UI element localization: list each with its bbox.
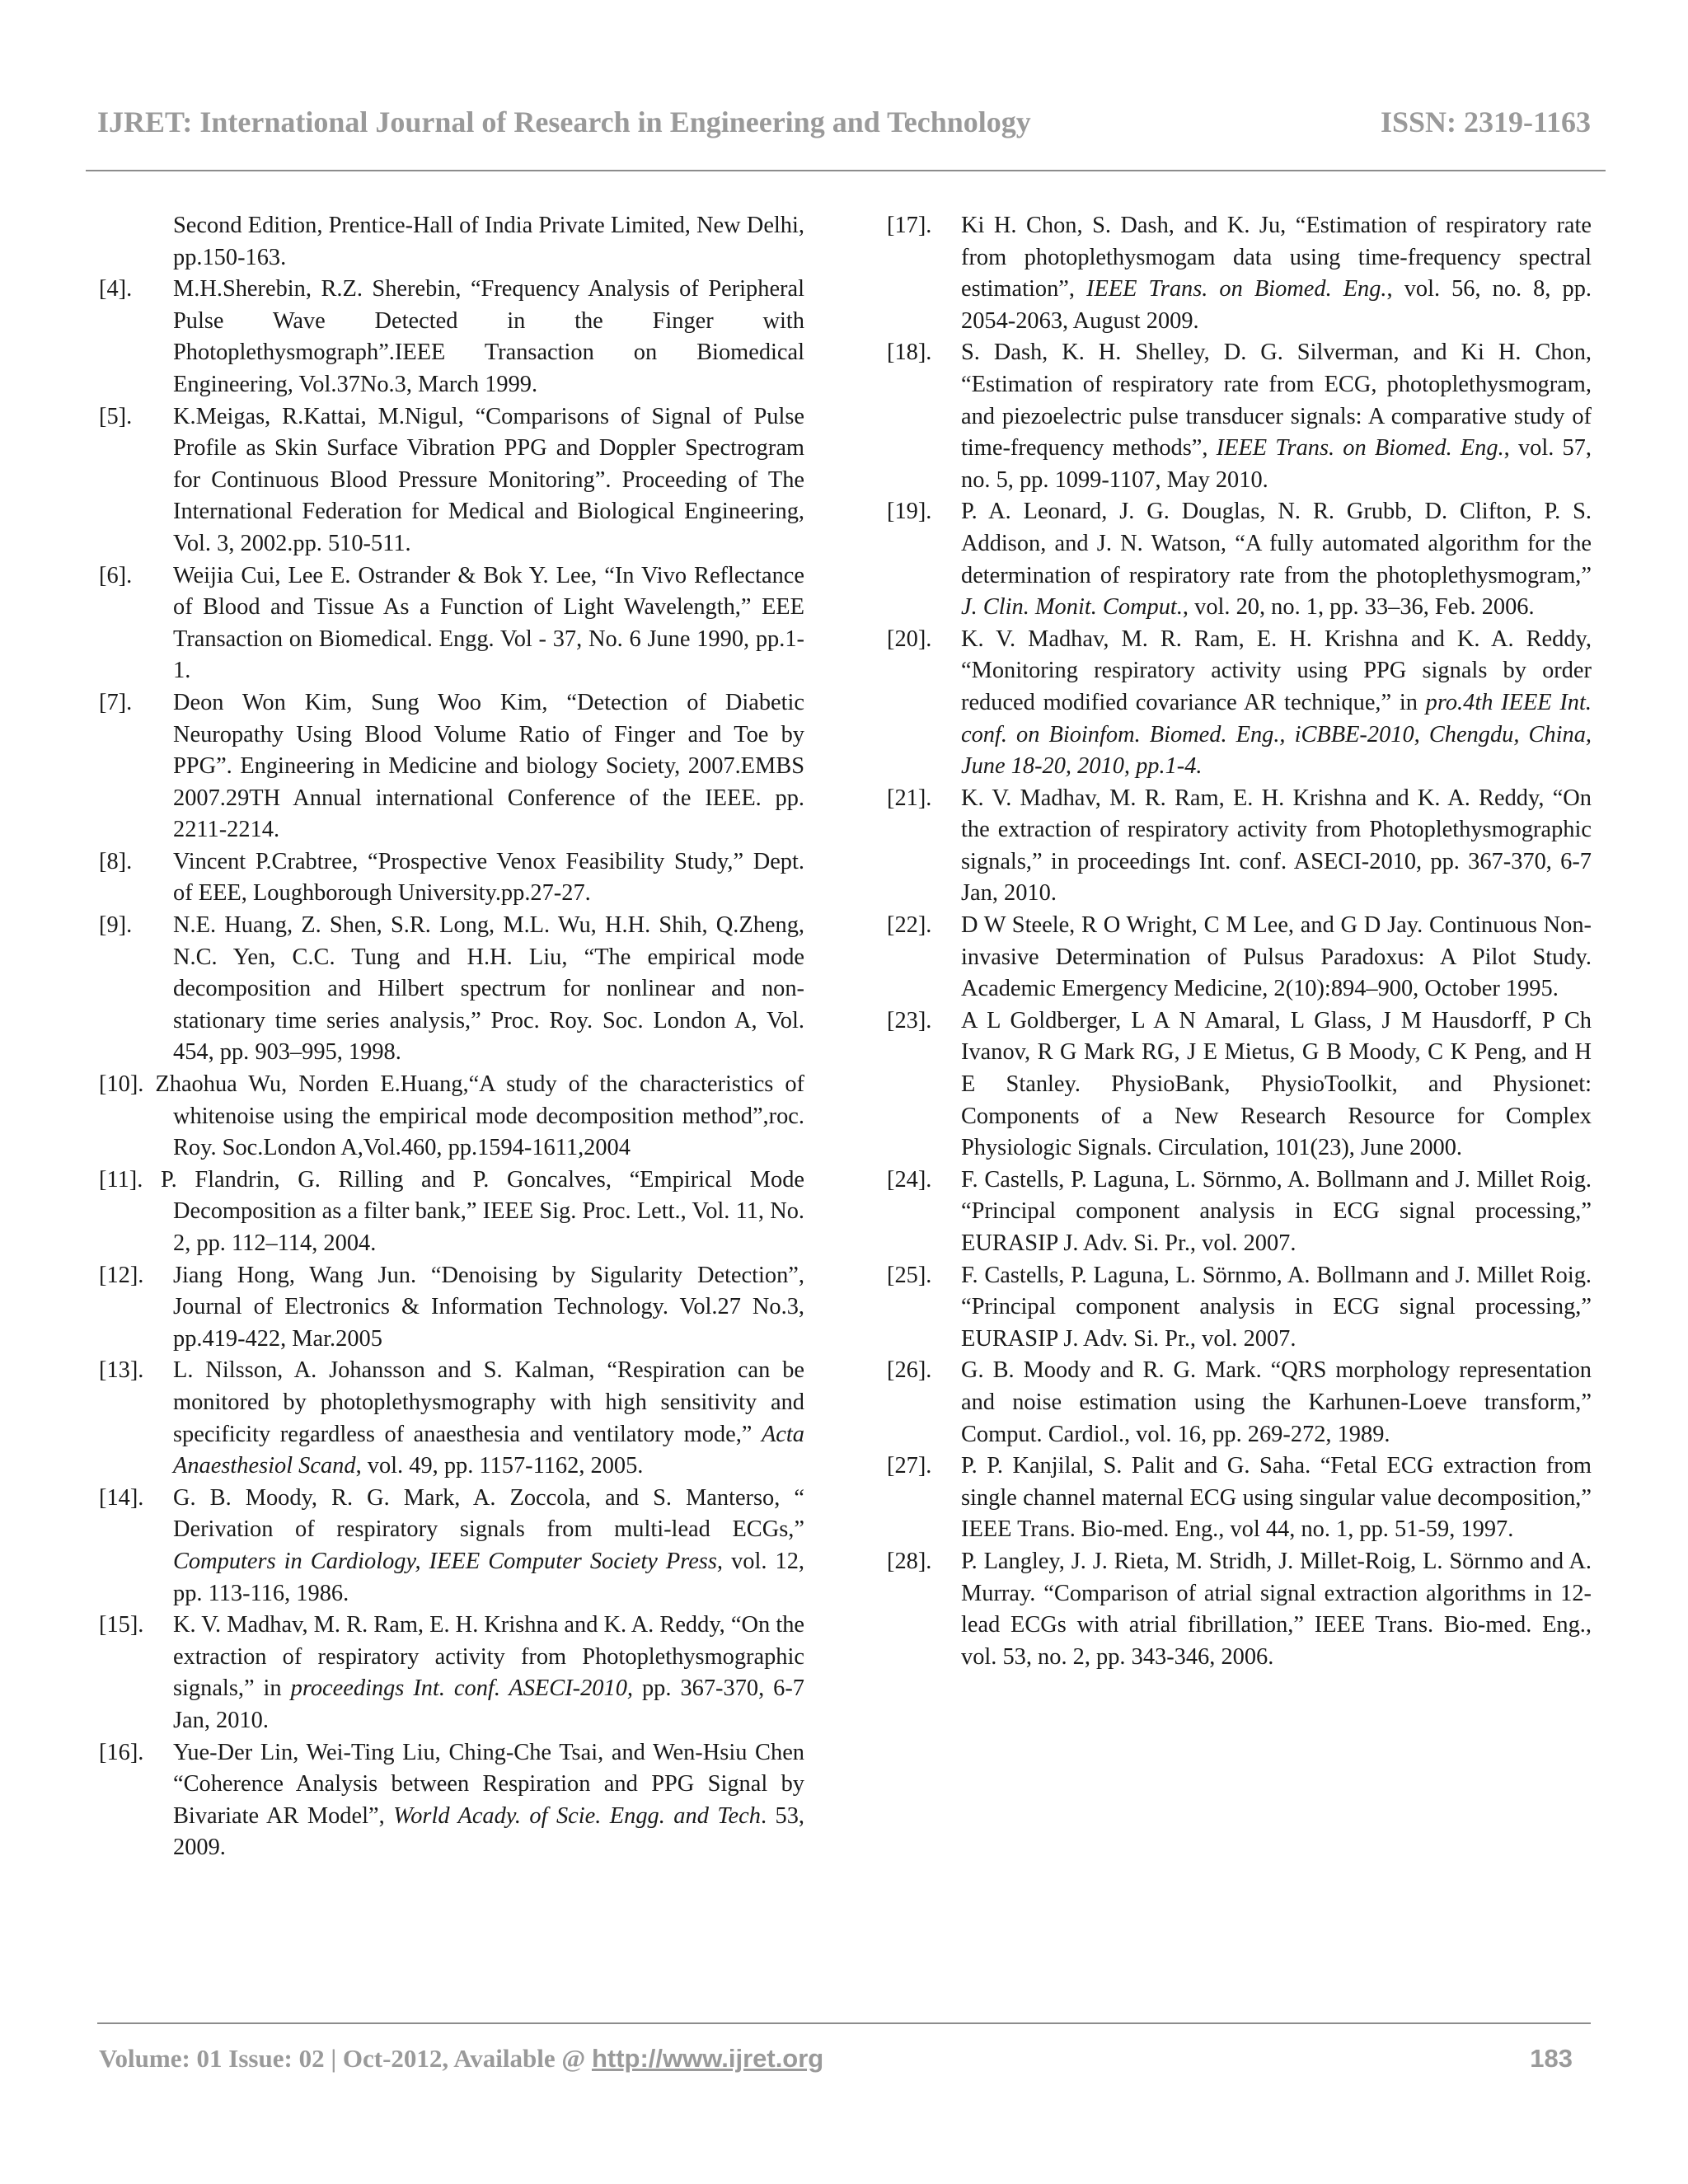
volume-issue-text: Volume: 01 Issue: 02 | Oct-2012, Available @ <box>99 2044 592 2073</box>
footer-volume-info <box>99 2044 823 2074</box>
reference-text: K.Meigas, R.Kattai, M.Nigul, “Comparisons of Signal of Pulse Profile as Skin Surface Vibration PPG and Doppler Spectrogram for Continuous Blood Pressure Monitoring”. Proceeding of The International Federation for Medical and Biological Engineering, Vol. 3, 2002.pp. 510-511. <box>173 403 804 556</box>
issn: ISSN: 2319-1163 <box>1380 105 1591 138</box>
reference-24 <box>887 1165 1592 1260</box>
running-footer <box>99 2041 1591 2077</box>
reference-text: G. B. Moody, R. G. Mark, A. Zoccola, and S. Manterso, “ Derivation of respiratory signals from multi-lead ECGs,” <box>173 1484 804 1543</box>
reference-venue: IEEE Trans. on Biomed. Eng. <box>1216 435 1504 462</box>
reference-number: [6]. <box>99 562 133 588</box>
running-header <box>97 97 1591 147</box>
journal-website-link[interactable]: http://www.ijret.org <box>591 2044 824 2073</box>
reference-27 <box>887 1451 1592 1546</box>
reference-text: K. V. Madhav, M. R. Ram, E. H. Krishna and K. A. Reddy, “On the extraction of respiratory activity from Photoplethysmographic signals,” in proceedings Int. conf. ASECI-2010, pp. 367-370, 6-7 Jan, 2010. <box>961 785 1592 907</box>
reference-venue: World Acady. of Scie. Engg. and Tech <box>393 1802 761 1829</box>
reference-number: [17]. <box>887 213 932 238</box>
reference-23 <box>887 1005 1592 1165</box>
reference-text: D W Steele, R O Wright, C M Lee, and G D Jay. Continuous Non-invasive Determination of Pulsus Paradoxus: A Pilot Study. Academic Emergency Medicine, 2(10):894–900, October 1995. <box>961 912 1592 1002</box>
header-divider <box>86 170 1606 171</box>
reference-15 <box>99 1610 804 1736</box>
reference-20 <box>887 624 1592 783</box>
reference-text: K. V. Madhav, M. R. Ram, E. H. Krishna and K. A. Reddy, “Monitoring respiratory activity using PPG signals by order reduced modified covariance AR technique,” in <box>961 626 1592 715</box>
reference-12 <box>99 1260 804 1356</box>
reference-text: G. B. Moody and R. G. Mark. “QRS morphology representation and noise estimation using the Karhunen-Loeve transform,” Comput. Cardiol., vol. 16, pp. 269-272, 1989. <box>961 1357 1592 1447</box>
reference-venue: J. Clin. Monit. Comput. <box>961 594 1183 621</box>
reference-number: [16]. <box>99 1739 144 1765</box>
references-right-column <box>887 210 1592 1673</box>
reference-number: [5]. <box>99 403 133 429</box>
reference-venue: proceedings Int. conf. ASECI-2010, <box>290 1675 633 1702</box>
reference-25 <box>887 1260 1592 1356</box>
reference-details: . 53, 2009. <box>173 1802 804 1861</box>
footer-divider <box>97 2022 1591 2024</box>
reference-16 <box>99 1737 804 1864</box>
reference-number: [9]. <box>99 912 133 939</box>
reference-text: F. Castells, P. Laguna, L. Sörnmo, A. Bollmann and J. Millet Roig. “Principal component analysis in ECG signal processing,” EURASIP J. Adv. Si. Pr., vol. 2007. <box>961 1166 1592 1256</box>
reference-number: [8]. <box>99 848 133 874</box>
reference-number: [25]. <box>887 1262 932 1288</box>
reference-venue: pro.4th IEEE Int. conf. on Bioinfom. Biomed. Eng., iCBBE-2010, Chengdu, China, June 18-20, 2010, pp.1-4. <box>961 689 1592 780</box>
reference-26 <box>887 1355 1592 1451</box>
reference-number: [15]. <box>99 1612 144 1638</box>
reference-text: M.H.Sherebin, R.Z. Sherebin, “Frequency Analysis of Peripheral Pulse Wave Detected in the Finger with Photoplethysmograph”.IEEE Transaction on Biomedical Engineering, Vol.37No.3, March 1999. <box>173 276 804 397</box>
journal-title: IJRET: International Journal of Research in Engineering and Technology <box>97 105 1031 138</box>
reference-text: P. A. Leonard, J. G. Douglas, N. R. Grubb, D. Clifton, P. S. Addison, and J. N. Watson, “A fully automated algorithm for the determination of respiratory rate from the photoplethysmogram,” <box>961 499 1592 588</box>
reference-venue: Computers in Cardiology, IEEE Computer Society Press, <box>173 1548 724 1574</box>
reference-5 <box>99 401 804 560</box>
reference-number: [10]. <box>99 1071 144 1098</box>
reference-number: [26]. <box>887 1357 932 1384</box>
reference-text: F. Castells, P. Laguna, L. Sörnmo, A. Bollmann and J. Millet Roig. “Principal component analysis in ECG signal processing,” EURASIP J. Adv. Si. Pr., vol. 2007. <box>961 1262 1592 1352</box>
reference-text: P. Flandrin, G. Rilling and P. Goncalves, “Empirical Mode Decomposition as a filter bank,” IEEE Sig. Proc. Lett., Vol. 11, No. 2, pp. 112–114, 2004. <box>160 1166 804 1256</box>
reference-number: [4]. <box>99 276 133 302</box>
reference-10 <box>99 1069 804 1165</box>
reference-details: pp. 367-370, 6-7 Jan, 2010. <box>173 1675 805 1733</box>
reference-number: [22]. <box>887 912 932 939</box>
reference-venue: IEEE Trans. on Biomed. Eng. <box>1086 276 1387 302</box>
reference-number: [21]. <box>887 785 932 811</box>
reference-text: K. V. Madhav, M. R. Ram, E. H. Krishna and K. A. Reddy, “On the extraction of respiratory activity from Photoplethysmographic signals,” in <box>173 1612 804 1702</box>
reference-text: Weijia Cui, Lee E. Ostrander & Bok Y. Lee, “In Vivo Reflectance of Blood and Tissue As a Function of Light Wavelength,” EEE Transaction on Biomedical. Engg. Vol - 37, No. 6 June 1990, pp.1-1. <box>173 562 804 684</box>
reference-number: [24]. <box>887 1166 932 1193</box>
reference-6 <box>99 560 804 687</box>
reference-number: [19]. <box>887 499 932 525</box>
reference-text: Ki H. Chon, S. Dash, and K. Ju, “Estimation of respiratory rate from photoplethysmogam data using time-frequency spectral estimation”, <box>961 213 1592 302</box>
reference-number: [23]. <box>887 1007 932 1033</box>
reference-28 <box>887 1546 1592 1673</box>
reference-text: Zhaohua Wu, Norden E.Huang,“A study of the characteristics of whitenoise using the empirical mode decomposition method”,roc. Roy. Soc.London A,Vol.460, pp.1594-1611,2004 <box>155 1071 804 1161</box>
reference-18 <box>887 337 1592 496</box>
reference-21 <box>887 783 1592 910</box>
reference-4 <box>99 274 804 401</box>
reference-details: , vol. 49, pp. 1157-1162, 2005. <box>355 1453 644 1479</box>
reference-text: Yue-Der Lin, Wei-Ting Liu, Ching-Che Tsai, and Wen-Hsiu Chen “Coherence Analysis between Respiration and PPG Signal by Bivariate AR Model”, <box>173 1739 804 1829</box>
reference-number: [13]. <box>99 1357 144 1384</box>
reference-text: Deon Won Kim, Sung Woo Kim, “Detection of Diabetic Neuropathy Using Blood Volume Ratio of Finger and Toe by PPG”. Engineering in Medicine and biology Society, 2007.EMBS 2007.29TH Annual international Conference of the IEEE. pp. 2211-2214. <box>173 689 804 843</box>
reference-number: [7]. <box>99 689 133 715</box>
reference-text: P. Langley, J. J. Rieta, M. Stridh, J. Millet-Roig, L. Sörnmo and A. Murray. “Comparison of atrial signal extraction algorithms in 12-lead ECGs with atrial fibrillation,” IEEE Trans. Bio-med. Eng., vol. 53, no. 2, pp. 343-346, 2006. <box>961 1548 1592 1670</box>
reference-11 <box>99 1165 804 1260</box>
references-left-column <box>99 210 804 1864</box>
reference-continuation: Second Edition, Prentice-Hall of India Private Limited, New Delhi, pp.150-163. <box>173 213 804 270</box>
reference-number: [27]. <box>887 1453 932 1479</box>
reference-8 <box>99 846 804 910</box>
reference-details: , vol. 20, no. 1, pp. 33–36, Feb. 2006. <box>1182 594 1535 621</box>
reference-number: [14]. <box>99 1484 144 1511</box>
reference-venue: Acta Anaesthesiol Scand <box>173 1421 804 1479</box>
reference-details: vol. 12, pp. 113-116, 1986. <box>173 1548 804 1606</box>
reference-number: [18]. <box>887 340 932 366</box>
reference-text: L. Nilsson, A. Johansson and S. Kalman, “Respiration can be monitored by photoplethysmography with high sensitivity and specificity regardless of anaesthesia and ventilatory mode,” <box>173 1357 804 1447</box>
reference-17 <box>887 210 1592 337</box>
reference-number: [28]. <box>887 1548 932 1574</box>
reference-9 <box>99 910 804 1069</box>
reference-details: , vol. 57, no. 5, pp. 1099-1107, May 2010. <box>961 435 1592 493</box>
reference-14 <box>99 1483 804 1610</box>
page-number: 183 <box>1530 2044 1573 2073</box>
reference-number: [12]. <box>99 1262 144 1288</box>
reference-text: Jiang Hong, Wang Jun. “Denoising by Sigularity Detection”, Journal of Electronics & Information Technology. Vol.27 No.3, pp.419-422, Mar.2005 <box>173 1262 804 1352</box>
reference-number: [11]. <box>99 1166 143 1193</box>
reference-22 <box>887 910 1592 1005</box>
reference-text: A L Goldberger, L A N Amaral, L Glass, J M Hausdorff, P Ch Ivanov, R G Mark RG, J E Mietus, G B Moody, C K Peng, and H E Stanley. PhysioBank, PhysioToolkit, and Physionet: Components of a New Research Resource for Complex Physiologic Signals. Circulation, 101(23), June 2000. <box>961 1007 1592 1161</box>
reference-text: N.E. Huang, Z. Shen, S.R. Long, M.L. Wu, H.H. Shih, Q.Zheng, N.C. Yen, C.C. Tung and H.H. Liu, “The empirical mode decomposition and Hilbert spectrum for nonlinear and non-stationary time series analysis,” Proc. Roy. Soc. London A, Vol. 454, pp. 903–995, 1998. <box>173 912 804 1066</box>
reference-7 <box>99 687 804 846</box>
reference-text: P. P. Kanjilal, S. Palit and G. Saha. “Fetal ECG extraction from single channel maternal ECG using singular value decomposition,” IEEE Trans. Bio-med. Eng., vol 44, no. 1, pp. 51-59, 1997. <box>961 1453 1592 1543</box>
reference-13 <box>99 1355 804 1482</box>
reference-details: , vol. 56, no. 8, pp. 2054-2063, August 2009. <box>961 276 1592 334</box>
reference-number: [20]. <box>887 626 932 652</box>
reference-19 <box>887 496 1592 623</box>
reference-text: Vincent P.Crabtree, “Prospective Venox Feasibility Study,” Dept. of EEE, Loughborough University.pp.27-27. <box>173 848 804 907</box>
reference-text: S. Dash, K. H. Shelley, D. G. Silverman, and Ki H. Chon, “Estimation of respiratory rate from ECG, photoplethysmogram, and piezoelectric pulse transducer signals: A comparative study of time-frequency methods”, <box>961 340 1592 462</box>
